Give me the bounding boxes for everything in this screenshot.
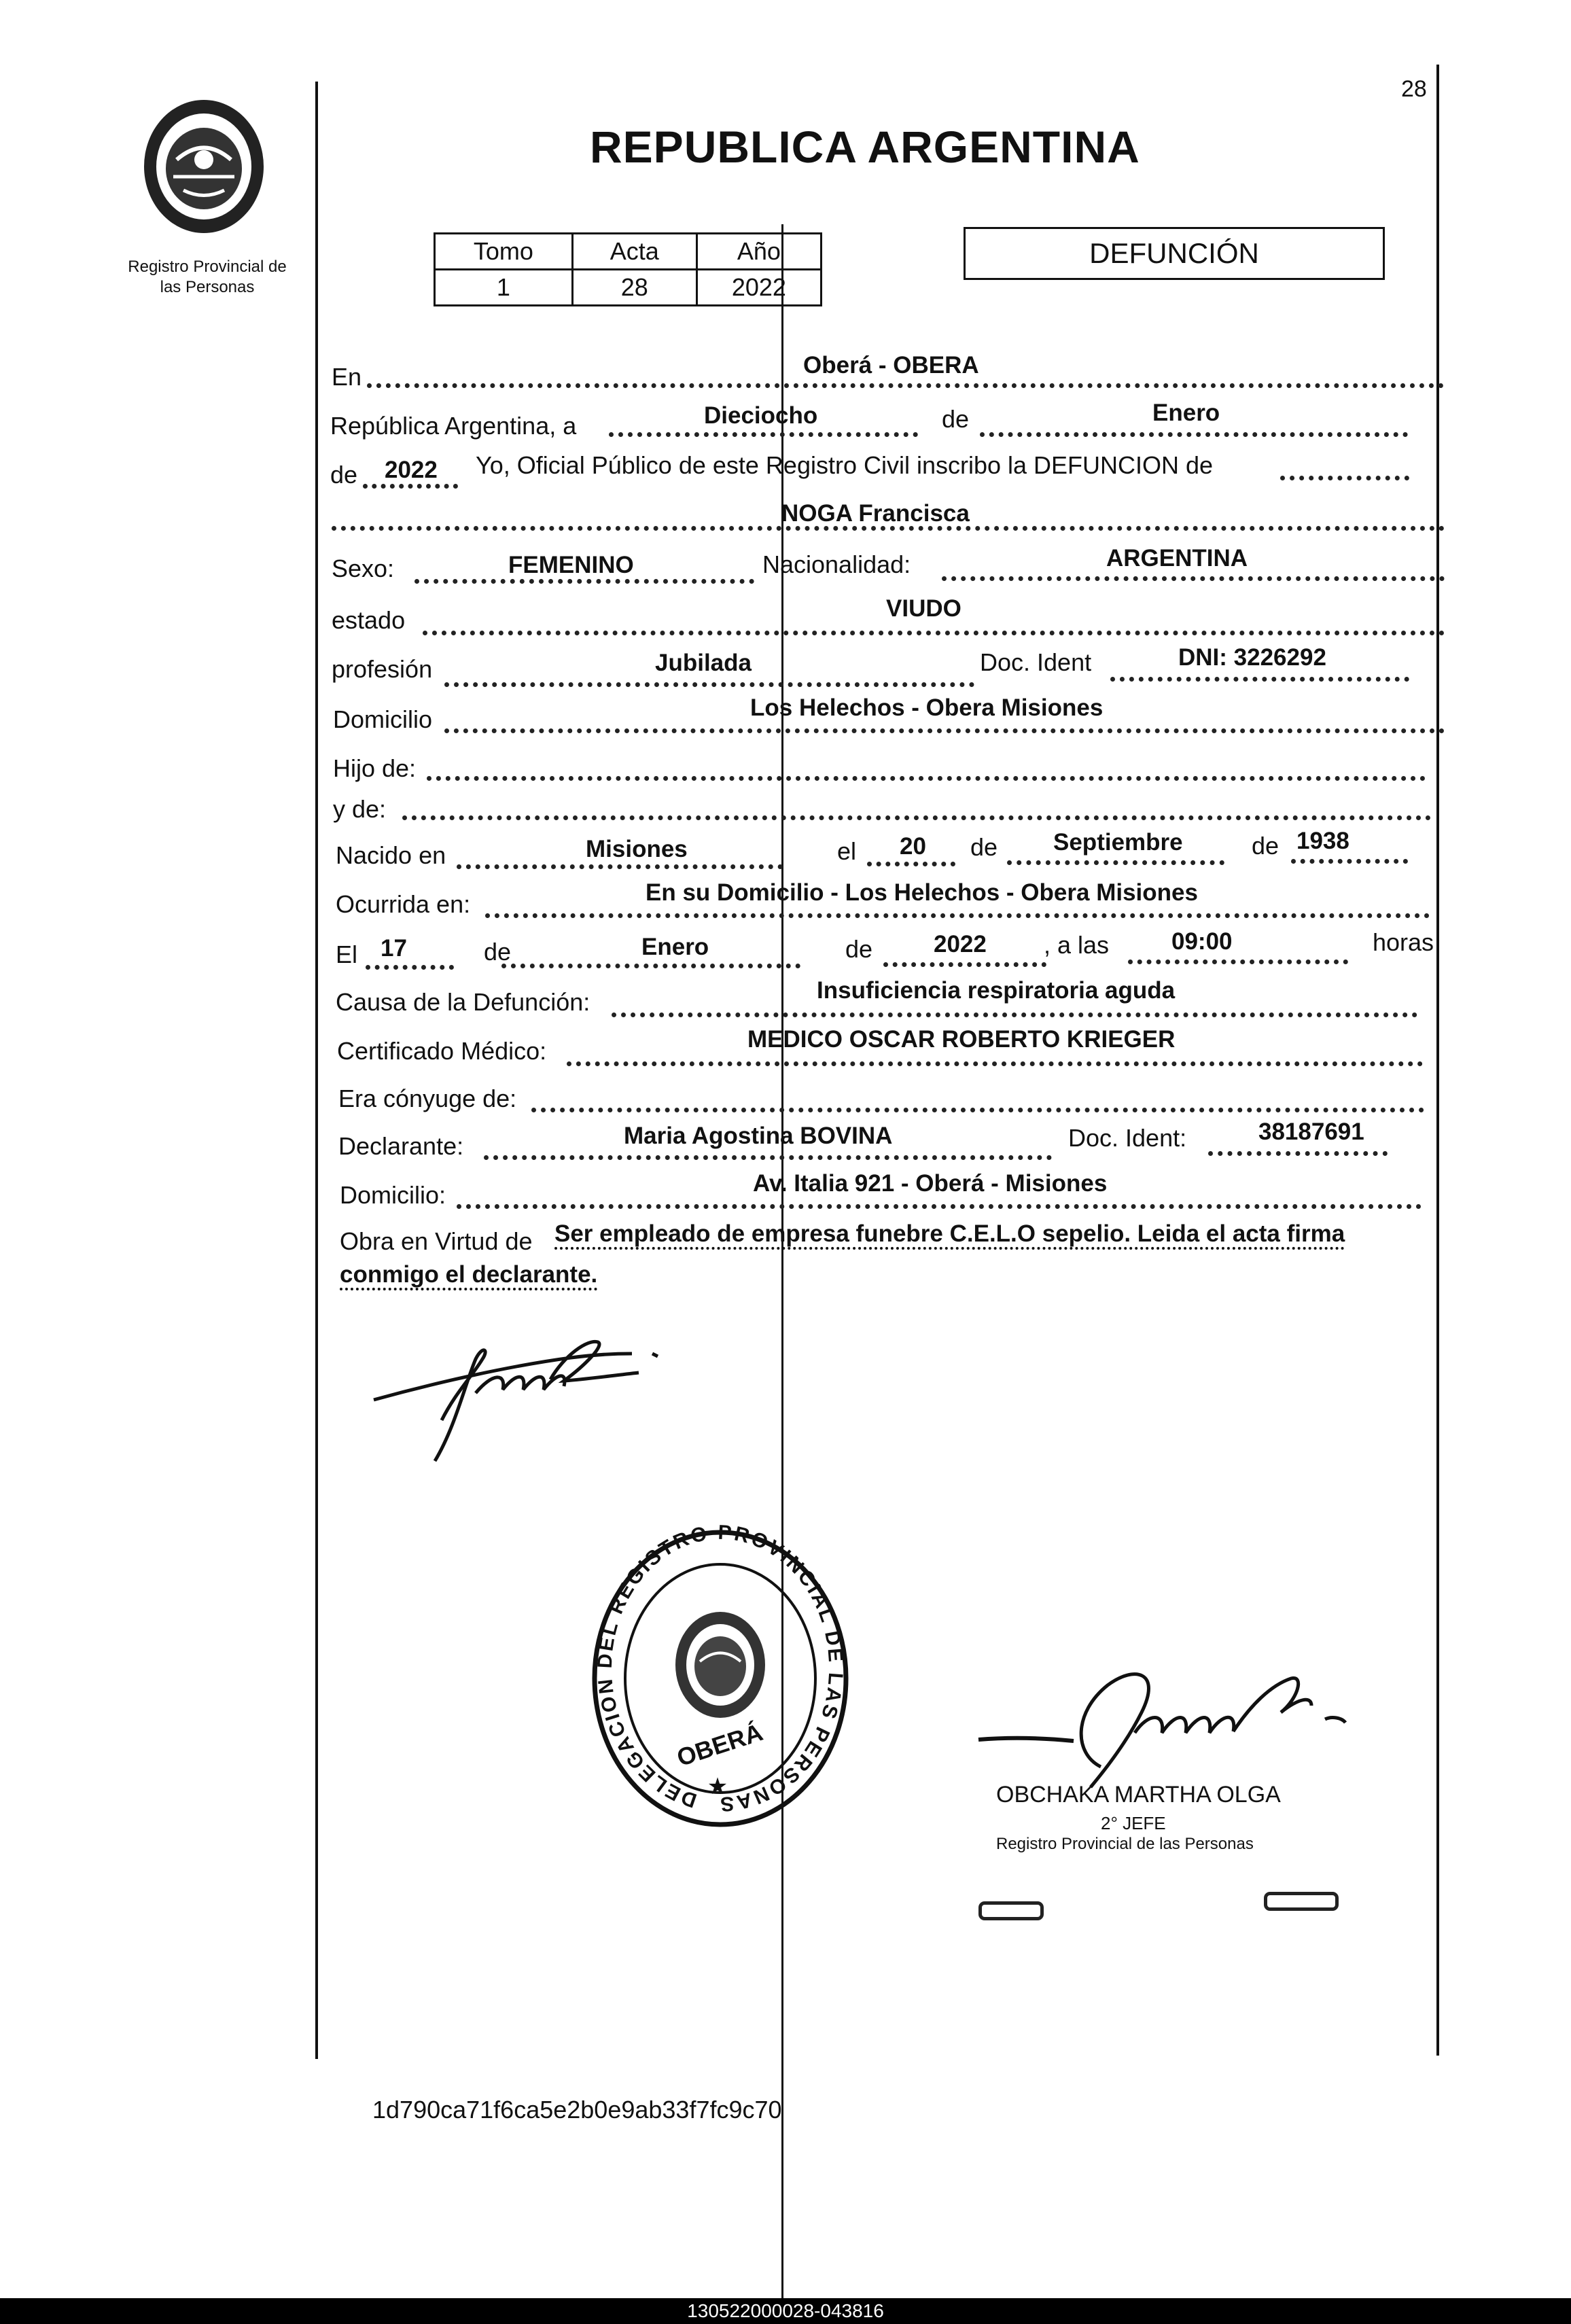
label-domicilio: Domicilio <box>333 705 433 733</box>
value-sexo: FEMENINO <box>508 552 634 578</box>
dotted-line <box>531 1108 1424 1112</box>
label-de: de <box>942 405 970 433</box>
label-nacionalidad: Nacionalidad: <box>762 550 911 578</box>
label-conyuge: Era cónyuge de: <box>338 1085 517 1112</box>
value-declarante: Maria Agostina BOVINA <box>624 1123 893 1149</box>
value-nacido-lugar: Misiones <box>586 836 688 862</box>
act-type-box <box>964 227 1385 280</box>
label-el: el <box>837 837 857 865</box>
stamp-smudge <box>978 1901 1044 1920</box>
value-domicilio: Los Helechos - Obera Misiones <box>750 694 1104 721</box>
label-y-de: y de: <box>333 795 387 823</box>
record-table-cell: 28 <box>572 270 696 306</box>
label-yo-oficial: Yo, Oficial Público de este Registro Civil inscribo la DEFUNCION de <box>476 451 1214 479</box>
value-nacionalidad: ARGENTINA <box>1106 545 1248 571</box>
dotted-line <box>1128 959 1348 964</box>
label-profesion: profesión <box>332 655 433 683</box>
dotted-line <box>423 631 1445 635</box>
dotted-line <box>363 484 458 489</box>
office-stamp <box>584 1522 856 1835</box>
label-ocurrida-en: Ocurrida en: <box>336 890 471 918</box>
label-de: de <box>484 938 512 966</box>
value-declarante-doc: 38187691 <box>1258 1119 1364 1145</box>
label-republica: República Argentina, a <box>330 412 577 440</box>
value-nacido-anio: 1938 <box>1296 828 1349 854</box>
dotted-line <box>612 1013 1417 1017</box>
value-causa: Insuficiencia respiratoria aguda <box>817 977 1176 1004</box>
dotted-line <box>484 1155 1052 1160</box>
star-icon: ★ <box>707 1774 728 1799</box>
stamp-inner-text: OBERÁ <box>673 1718 766 1772</box>
left-margin-line <box>315 82 318 2059</box>
dotted-line <box>942 576 1445 581</box>
value-obra-line1: Ser empleado de empresa funebre C.E.L.O sepelio. Leida el acta firma <box>554 1220 1345 1247</box>
provincial-emblem <box>136 95 272 238</box>
act-type-label: DEFUNCIÓN <box>1089 237 1259 269</box>
page-number: 28 <box>1401 76 1427 102</box>
dotted-line <box>414 579 754 584</box>
dotted-line <box>444 682 974 687</box>
record-table-header: Acta <box>572 234 696 270</box>
value-declarante-domicilio: Av. Italia 921 - Oberá - Misiones <box>753 1170 1108 1197</box>
record-table-header-row <box>435 234 822 270</box>
label-en: En <box>332 363 362 391</box>
label-horas: horas <box>1373 928 1434 956</box>
dotted-line <box>867 862 955 866</box>
label-doc-ident: Doc. Ident <box>980 648 1092 676</box>
dotted-line <box>485 913 1430 918</box>
value-profesion: Jubilada <box>655 650 752 676</box>
dotted-line <box>980 432 1408 437</box>
label-a-las: , a las <box>1044 931 1110 959</box>
dotted-line <box>501 964 800 968</box>
label-domicilio2: Domicilio: <box>340 1181 446 1209</box>
label-de: de <box>845 935 873 963</box>
label-doc-ident2: Doc. Ident: <box>1068 1124 1187 1152</box>
dotted-line <box>883 962 1046 967</box>
dotted-line <box>402 815 1431 820</box>
value-lugar: Oberá - OBERA <box>803 352 979 378</box>
label-estado: estado <box>332 606 406 634</box>
org-name: Registro Provincial de las Personas <box>128 258 287 296</box>
official-rank: 2° JEFE <box>1101 1813 1166 1833</box>
label-obra-en-virtud: Obra en Virtud de <box>340 1227 533 1255</box>
stamp-smudge <box>1264 1892 1339 1911</box>
value-certificado: MEDICO OSCAR ROBERTO KRIEGER <box>747 1026 1176 1053</box>
official-name: OBCHAKA MARTHA OLGA <box>996 1782 1281 1808</box>
dotted-line <box>609 432 918 437</box>
official-office: Registro Provincial de las Personas <box>996 1835 1254 1853</box>
value-dni: DNI: 3226292 <box>1178 644 1326 671</box>
value-hora: 09:00 <box>1171 928 1233 955</box>
label-sexo: Sexo: <box>332 554 395 582</box>
value-estado: VIUDO <box>886 595 961 622</box>
value-dia-letras: Dieciocho <box>704 402 818 429</box>
label-de: de <box>970 833 998 861</box>
label-certificado: Certificado Médico: <box>337 1037 547 1065</box>
right-margin-line <box>1436 65 1439 2056</box>
record-table-header: Tomo <box>435 234 573 270</box>
value-fall-mes: Enero <box>641 934 709 960</box>
value-nacido-mes: Septiembre <box>1053 829 1183 856</box>
label-hijo-de: Hijo de: <box>333 754 417 782</box>
dotted-line <box>1208 1151 1388 1156</box>
declarant-signature <box>353 1318 679 1475</box>
center-fold-line <box>781 224 783 2304</box>
record-table-cell: 2022 <box>696 270 821 306</box>
footer-bar <box>0 2298 1571 2324</box>
value-anio: 2022 <box>385 457 438 483</box>
label-declarante: Declarante: <box>338 1132 464 1160</box>
value-nombre: NOGA Francisca <box>781 500 970 527</box>
label-el: El <box>336 940 358 968</box>
label-nacido-en: Nacido en <box>336 841 446 869</box>
stamp-ring-text: DELEGACION DEL REGISTRO PROVINCIAL DE LAS PERSONAS <box>593 1522 847 1816</box>
dotted-line <box>567 1061 1423 1066</box>
dotted-line <box>367 383 1444 388</box>
document-hash: 1d790ca71f6ca5e2b0e9ab33f7fc9c70 <box>372 2096 782 2124</box>
value-obra-line2: conmigo el declarante. <box>340 1261 598 1288</box>
value-mes: Enero <box>1152 400 1220 426</box>
value-fall-anio: 2022 <box>934 931 987 957</box>
dotted-line <box>457 1204 1422 1209</box>
dotted-line <box>457 864 783 869</box>
value-ocurrida: En su Domicilio - Los Helechos - Obera Misiones <box>646 879 1198 906</box>
label-de: de <box>330 461 358 489</box>
footer-code: 130522000028-043816 <box>687 2300 884 2321</box>
record-table <box>434 232 822 306</box>
dotted-line <box>1280 476 1409 480</box>
dotted-line <box>1291 859 1408 864</box>
official-signature <box>972 1658 1352 1794</box>
dotted-line <box>1110 677 1409 682</box>
record-table-header: Año <box>696 234 821 270</box>
record-table-cell: 1 <box>435 270 573 306</box>
dotted-line <box>427 776 1426 781</box>
label-causa: Causa de la Defunción: <box>336 988 590 1016</box>
label-de: de <box>1252 832 1279 860</box>
record-table-value-row <box>435 270 822 306</box>
page-title: REPUBLICA ARGENTINA <box>590 122 1140 172</box>
dotted-line <box>444 728 1445 733</box>
value-fall-dia: 17 <box>381 935 407 962</box>
dotted-line <box>366 965 454 970</box>
value-nacido-dia: 20 <box>900 833 926 860</box>
dotted-line <box>1007 860 1224 865</box>
